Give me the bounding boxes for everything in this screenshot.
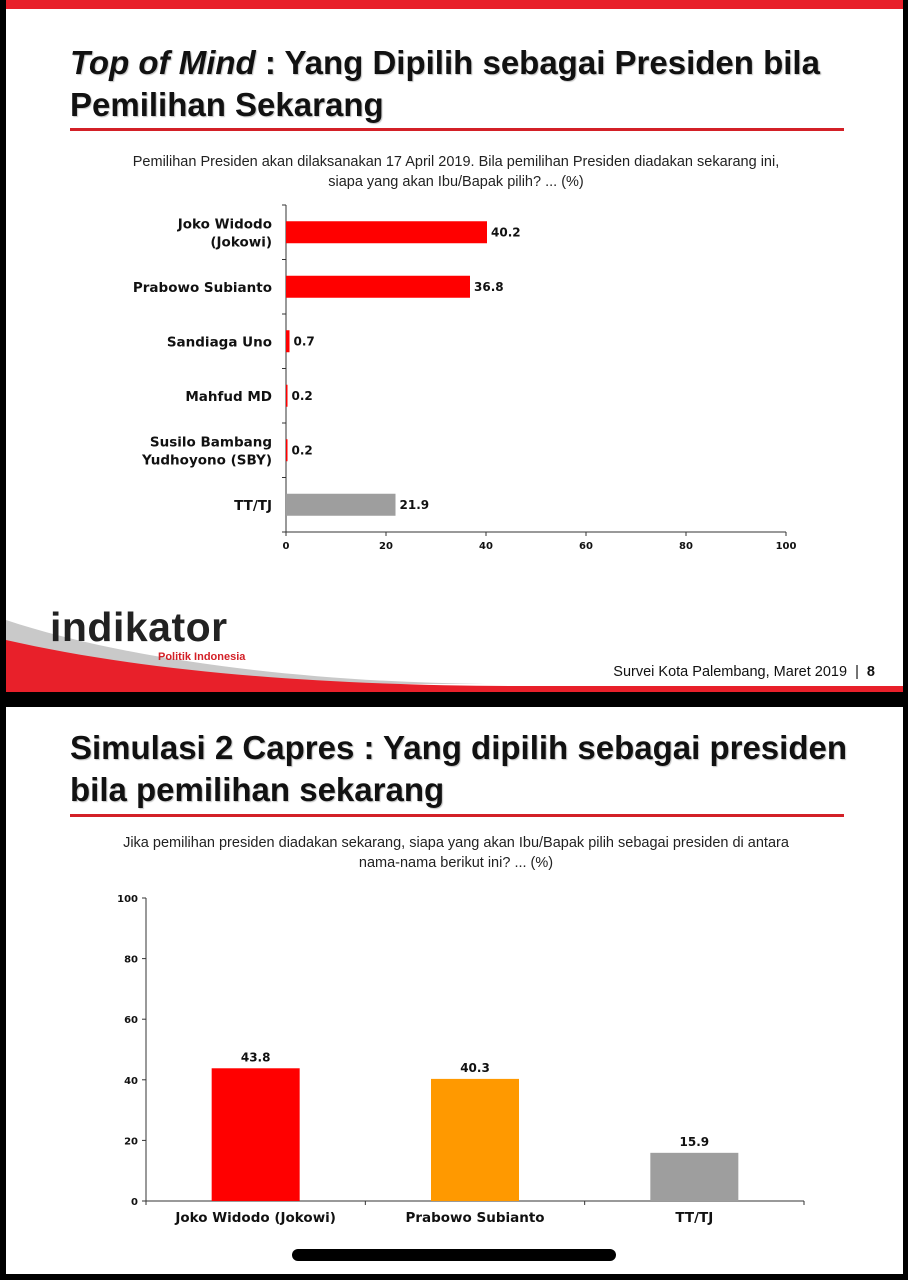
slide2-title-line2: bila pemilihan sekarang: [70, 771, 445, 808]
y-tick-label: 60: [124, 1015, 138, 1027]
category-label: Sandiaga Uno: [166, 334, 272, 351]
footer-swoosh: [6, 0, 903, 692]
data-label: 0.7: [293, 334, 315, 349]
category-label: Prabowo Subianto: [132, 279, 272, 296]
y-tick-label: 20: [124, 1136, 138, 1148]
y-tick-label: 40: [124, 1075, 138, 1087]
x-tick-label: 60: [579, 541, 593, 552]
slide2-question-line2: nama-nama berikut ini? ... (%): [358, 855, 554, 871]
x-tick-label: 100: [775, 541, 797, 552]
footer-separator: |: [851, 664, 863, 680]
category-label: Joko Widodo (Jokowi): [175, 1210, 336, 1226]
y-tick-label: 100: [117, 894, 138, 905]
indikator-logo: indikator: [50, 604, 228, 650]
y-tick-label: 80: [124, 954, 138, 966]
x-tick-label: 0: [282, 541, 290, 552]
data-label: 40.3: [460, 1060, 490, 1075]
slide-top-of-mind: [6, 0, 903, 692]
slide1-title-line2: Pemilihan Sekarang: [70, 86, 384, 123]
slide1-question-line1: Pemilihan Presiden akan dilaksanakan 17 April 2019. Bila pemilihan Presiden diadakan sekarang ini,: [132, 154, 780, 170]
x-tick-label: 80: [679, 541, 693, 552]
slide-simulasi-2-capres: [6, 707, 903, 1274]
slide2-title-line1: Simulasi 2 Capres : Yang dipilih sebagai presiden: [70, 729, 847, 766]
vertical-bar-chart: [6, 707, 903, 1274]
data-label: 15.9: [679, 1134, 710, 1149]
bar: [212, 1068, 300, 1201]
category-label: (Jokowi): [210, 234, 272, 251]
footer: [613, 664, 875, 680]
category-label: Yudhoyono (SBY): [141, 452, 272, 469]
y-tick-label: 0: [131, 1197, 138, 1208]
category-label: Mahfud MD: [185, 388, 272, 405]
slide1-title-rest: : Yang Dipilih sebagai Presiden bila: [255, 44, 820, 81]
slide1-question-line2: siapa yang akan Ibu/Bapak pilih? ... (%): [328, 174, 584, 190]
x-tick-label: 20: [379, 541, 393, 552]
home-indicator[interactable]: [292, 1249, 616, 1261]
data-label: 0.2: [291, 388, 313, 403]
category-label: Susilo Bambang: [149, 434, 272, 451]
category-label: TT/TJ: [675, 1210, 714, 1226]
category-label: TT/TJ: [234, 497, 272, 514]
slide2-question-line1: Jika pemilihan presiden diadakan sekarang, siapa yang akan Ibu/Bapak pilih sebagai presiden di antara: [123, 835, 789, 851]
x-tick-label: 40: [479, 541, 493, 552]
data-label: 21.9: [399, 497, 430, 512]
data-label: 40.2: [491, 225, 521, 240]
logo-subtext: Politik Indonesia: [158, 651, 246, 663]
category-label: Joko Widodo: [177, 216, 272, 233]
slide1-title-italic: Top of Mind: [70, 44, 256, 81]
category-label: Prabowo Subianto: [405, 1210, 545, 1226]
data-label: 43.8: [240, 1050, 271, 1065]
data-label: 36.8: [474, 279, 504, 294]
data-label: 0.2: [291, 443, 313, 458]
bar: [650, 1153, 738, 1201]
footer-survey-text: Survei Kota Palembang, Maret 2019: [613, 664, 848, 680]
bar: [431, 1079, 519, 1201]
page-number: 8: [866, 664, 875, 680]
